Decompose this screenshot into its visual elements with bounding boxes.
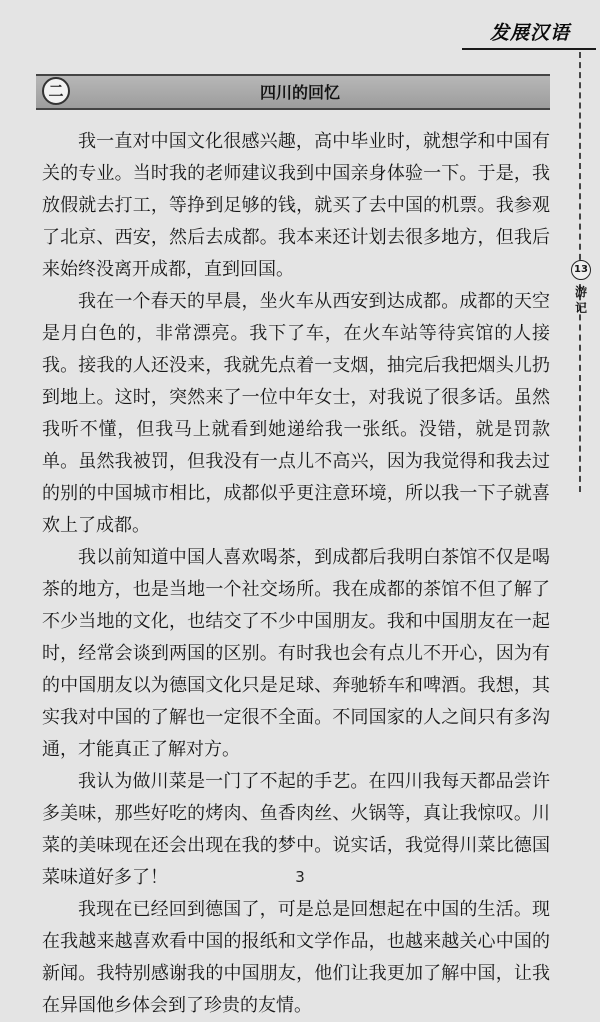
paragraph-2: 我在一个春天的早晨，坐火车从西安到达成都。成都的天空是月白色的，非常漂亮。我下了车，在火车站等待宾馆的人接我。接我的人还没来，我就先点着一支烟，抽完后我把烟头儿扔到地上。这时，突然来了一位中年女士，对我说了很多话。虽然我听不懂，但我马上就看到她递给我一张纸。没错，就是罚款单。虽然我被罚，但我没有一点儿不高兴，因为我觉得和我去过的别的中国城市相比，成都似乎更注意环境，所以我一下子就喜欢上了成都。: [42, 291, 550, 536]
section-number-badge: 二: [42, 77, 70, 105]
paragraph-1: 我一直对中国文化很感兴趣，高中毕业时，就想学和中国有关的专业。当时我的老师建议我到中国亲身体验一下。于是，我放假就去打工，等挣到足够的钱，就买了去中国的机票。我参观了北京、西安，然后去成都。我本来还计划去很多地方，但我后来始终没离开成都，直到回国。: [42, 131, 550, 280]
series-rule: [462, 48, 596, 50]
section-title: 四川的回忆: [259, 83, 340, 102]
side-tab: [570, 260, 592, 316]
article-body: [42, 126, 550, 1022]
paragraph-4: 我认为做川菜是一门了不起的手艺。在四川我每天都品尝许多美味，那些好吃的烤肉、鱼香肉丝、火锅等，真让我惊叹。川菜的美味现在还会出现在我的梦中。说实话，我觉得川菜比德国菜味道好多了！: [42, 771, 550, 888]
page-number: 3: [295, 868, 305, 886]
side-tab-number: 13: [571, 260, 591, 280]
side-tab-label: 游记: [574, 285, 587, 315]
series-title: 发展汉语: [489, 22, 570, 44]
paragraph-3: 我以前知道中国人喜欢喝茶，到成都后我明白茶馆不仅是喝茶的地方，也是当地一个社交场所。我在成都的茶馆不但了解了不少当地的文化，也结交了不少中国朋友。我和中国朋友在一起时，经常会谈到两国的区别。有时我也会有点儿不开心，因为有的中国朋友以为德国文化只是足球、奔驰轿车和啤酒。我想，其实我对中国的了解也一定很不全面。不同国家的人之间只有多沟通，才能真正了解对方。: [42, 547, 550, 760]
paragraph-5: 我现在已经回到德国了，可是总是回想起在中国的生活。现在我越来越喜欢看中国的报纸和文学作品，也越来越关心中国的新闻。我特别感谢我的中国朋友，他们让我更加了解中国，让我在异国他乡体会到了珍贵的友情。: [42, 899, 550, 1016]
